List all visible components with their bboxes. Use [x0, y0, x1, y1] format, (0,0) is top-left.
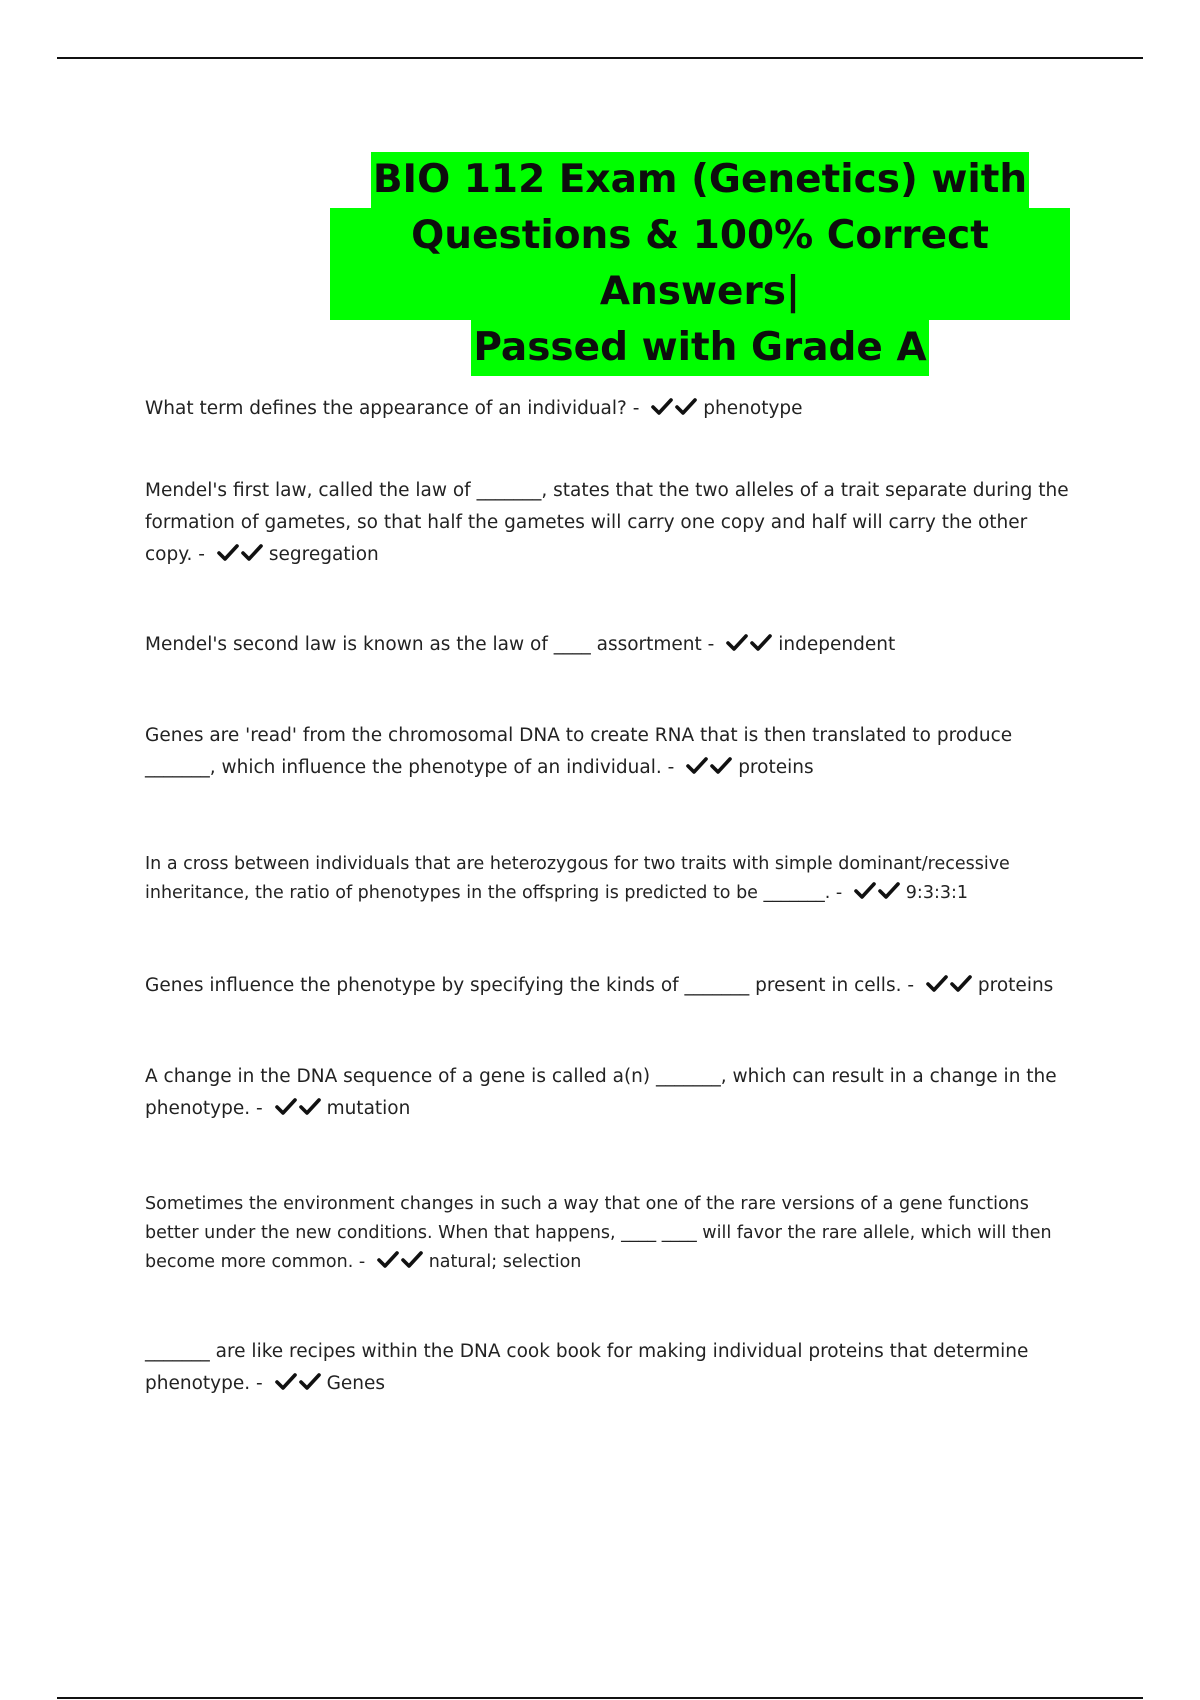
- qa-item: [145, 393, 1080, 428]
- answer-text: mutation: [326, 1098, 411, 1119]
- check-icon: [651, 397, 673, 417]
- check-icons: [926, 973, 974, 1005]
- answer-text: Genes: [326, 1373, 386, 1394]
- check-icon: [401, 1250, 423, 1270]
- qa-item: [145, 475, 1080, 574]
- check-icon: [299, 1372, 321, 1392]
- check-icon: [241, 543, 263, 563]
- question-text: _______ are like recipes within the DNA cook book for making individual proteins that determine phenotype. -: [145, 1341, 1029, 1394]
- check-icons: [275, 1096, 323, 1128]
- check-icon: [217, 543, 239, 563]
- check-icons: [217, 542, 265, 574]
- check-icon: [878, 881, 900, 901]
- check-icon: [950, 974, 972, 994]
- qa-item: [145, 850, 1080, 911]
- question-text: In a cross between individuals that are heterozygous for two traits with simple dominant/recessive inheritance, the ratio of phenotypes in the offspring is predicted to be _______. -: [145, 854, 1010, 903]
- answer-text: proteins: [738, 757, 814, 778]
- qa-item: [145, 720, 1080, 787]
- answer-text: proteins: [977, 975, 1054, 996]
- title-line-3: Passed with Grade A: [471, 320, 928, 376]
- qa-item: [145, 1061, 1080, 1128]
- check-icon: [726, 633, 748, 653]
- answer-text: segregation: [268, 544, 379, 565]
- check-icon: [926, 974, 948, 994]
- answer-text: phenotype: [703, 398, 803, 419]
- check-icons: [726, 632, 774, 664]
- question-text: A change in the DNA sequence of a gene is called a(n) _______, which can result in a change in the phenotype. -: [145, 1066, 1057, 1119]
- answer-text: natural; selection: [428, 1252, 582, 1272]
- document-title: [330, 152, 1070, 376]
- qa-item: [145, 1190, 1080, 1280]
- bottom-rule: [57, 1697, 1143, 1699]
- question-text: Genes are 'read' from the chromosomal DNA to create RNA that is then translated to produce _______, which influence the phenotype of an individual. -: [145, 725, 1013, 778]
- title-line-1: BIO 112 Exam (Genetics) with: [371, 152, 1029, 208]
- qa-item: [145, 629, 1080, 664]
- top-rule: [57, 57, 1143, 59]
- check-icon: [675, 397, 697, 417]
- qa-item: [145, 970, 1080, 1005]
- qa-item: [145, 1336, 1080, 1403]
- check-icon: [750, 633, 772, 653]
- check-icon: [854, 881, 876, 901]
- answer-text: 9:3:3:1: [905, 883, 969, 903]
- question-text: Mendel's first law, called the law of _______, states that the two alleles of a trait separate during the formation of gametes, so that half the gametes will carry one copy and half will carry the other copy. -: [145, 480, 1069, 565]
- check-icons: [275, 1371, 323, 1403]
- title-line-2: Questions & 100% Correct Answers|: [330, 208, 1070, 320]
- check-icons: [686, 755, 734, 787]
- check-icon: [299, 1097, 321, 1117]
- check-icons: [377, 1250, 425, 1280]
- check-icon: [275, 1097, 297, 1117]
- question-text: What term defines the appearance of an individual? -: [145, 398, 640, 419]
- check-icons: [854, 881, 902, 911]
- question-text: Genes influence the phenotype by specifying the kinds of _______ present in cells. -: [145, 975, 915, 996]
- check-icon: [686, 756, 708, 776]
- question-text: Sometimes the environment changes in such a way that one of the rare versions of a gene functions better under the new conditions. When that happens, ____ ____ will favor the rare allele, which will then become more common. -: [145, 1194, 1052, 1272]
- check-icons: [651, 396, 699, 428]
- question-text: Mendel's second law is known as the law of ____ assortment -: [145, 634, 715, 655]
- check-icon: [710, 756, 732, 776]
- check-icon: [377, 1250, 399, 1270]
- check-icon: [275, 1372, 297, 1392]
- answer-text: independent: [778, 634, 896, 655]
